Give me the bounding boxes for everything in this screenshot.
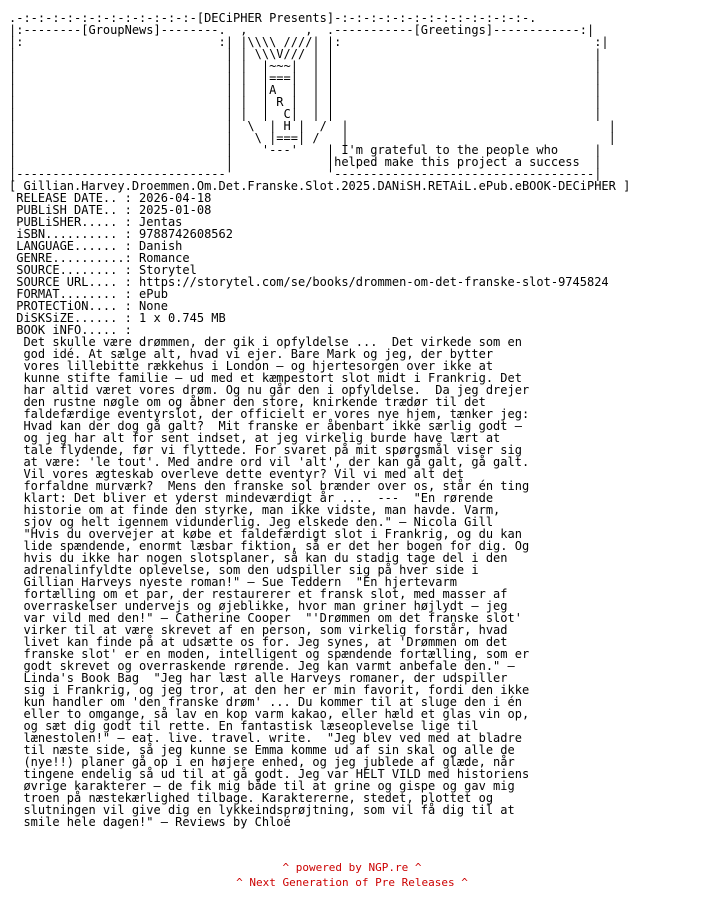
footer [0,860,704,890]
tagline-text: ^ Next Generation of Pre Releases ^ [236,876,468,889]
powered-by-text: ^ powered by NGP.re ^ [282,861,422,874]
nfo-text: .-:-:-:-:-:-:-:-:-:-:-:-:-[DECiPHER Presents]-:-:-:-:-:-:-:-:-:-:-:-:-:-. |:--------[GroupNews]--------. , , .-----------[Greetings]------------:| |: :| |\\\\ ////| |: :| | | | \\\V/// | | | | | | |~~~| | | | | | | |===| | | | | | | |A | | | | | | | | R | | | | | | | | C| | | | | | \ | H | / | | | | \ |===| / | | | | '---' | I'm grateful to the people who | | | |helped make this project a success | |-----------------------------' '------------------------------------| [ Gillian.Harvey.Droemmen.Om.Det.Franske.Slot.2025.DANiSH.RETAiL.ePub.eBOOK-DECiPHER ] RELEASE DATE.. : 2026-04-18 PUBLiSH DATE.. : 2025-01-08 PUBLiSHER..... : Jentas iSBN.......... : 9788742608562 LANGUAGE...... : Danish GENRE..........: Romance SOURCE........ : Storytel SOURCE URL.... : https://storytel.com/se/books/drommen-om-det-franske-slot-9745824 FORMAT........ : ePub PROTECTiON.... : None DiSKSiZE...... : 1 x 0.745 MB BOOK iNFO..... : Det skulle være drømmen, der gik i opfyldelse ... Det virkede som en god idé. At sælge alt, hvad vi ejer. Bare Mark og jeg, der bytter vores lillebitte rækkehus i London – og hjertesorgen over ikke at kunne stifte familie – ud med et kæmpestort slot midt i Frankrig. Det har altid været vores drøm. Og nu går den i opfyldelse. Da jeg drejer den rustne nøgle om og åbner den store, knirkende trædør til det faldefærdige eventyrslot, der officielt er vores nye hjem, tænker jeg: Hvad kan der dog gå galt? Mit franske er åbenbart ikke særlig godt – og jeg har alt for sent indset, at jeg virkelig burde have lært at tale flydende, før vi flyttede. For svaret på mit spørgsmål viser sig at være: 'le tout'. Med andre ord vil 'alt', der kan gå galt, gå galt. Vil vores ægteskab overleve dette eventyr? Vil vi med alt det forfaldne murværk? Mens den franske sol brænder over os, står én ting klart: Det bliver et yderst mindeværdigt år ... --- "En rørende historie om at finde den styrke, man ikke vidste, man havde. Varm, sjov og helt igennem vidunderlig. Jeg elskede den." – Nicola Gill "Hvis du overvejer at købe et faldefærdigt slot i Frankrig, og du kan lide spændende, enormt læsbar fiktion, så er det her bogen for dig. Og hvis du ikke har nogen slotsplaner, så kan du stadig tage del i den adrenalinfyldte oplevelse, som den udspiller sig på hver side i Gillian Harveys nyeste roman!" – Sue Teddern "En hjertevarm fortælling om et par, der restaurerer et fransk slot, med masser af overraskelser undervejs og øjeblikke, hvor man griner højlydt – jeg var vild med den!" – Catherine Cooper "'Drømmen om det franske slot' virker til at være skrevet af en person, som virkelig forstår, hvad livet kan finde på at udsætte os for. Jeg synes, at 'Drømmen om det franske slot' er en moden, intelligent og spændende fortælling, som er godt skrevet og overraskende rørende. Jeg kan varmt anbefale den." – Linda's Book Bag "Jeg har læst alle Harveys romaner, der udspiller sig i Frankrig, og jeg tror, at den her er min favorit, fordi den ikke kun handler om 'den franske drøm' ... Du kommer til at sluge den i én eller to omgange, så lav en kop varm kakao, eller hæld et glas vin op, og sæt dig godt til rette. En fantastisk læseoplevelse lige til lænestolen!" – eat. live. travel. write. "Jeg blev ved med at bladre til næste side, så jeg kunne se Emma komme ud af sin skal og alle de (nye!!) planer gå op i en højere enhed, og jeg jublede af glæde, når tingene endelig så ud til at gå godt. Jeg var HELT VILD med historiens øvrige karakterer – de fik mig både til at grine og gispe og gav mig troen på næstekærlighed tilbage. Karaktererne, stedet, plottet og slutningen vil give dig en lykkeindsprøjtning, som vil få dig til at smile hele dagen!" – Reviews by Chloé [9,11,631,829]
